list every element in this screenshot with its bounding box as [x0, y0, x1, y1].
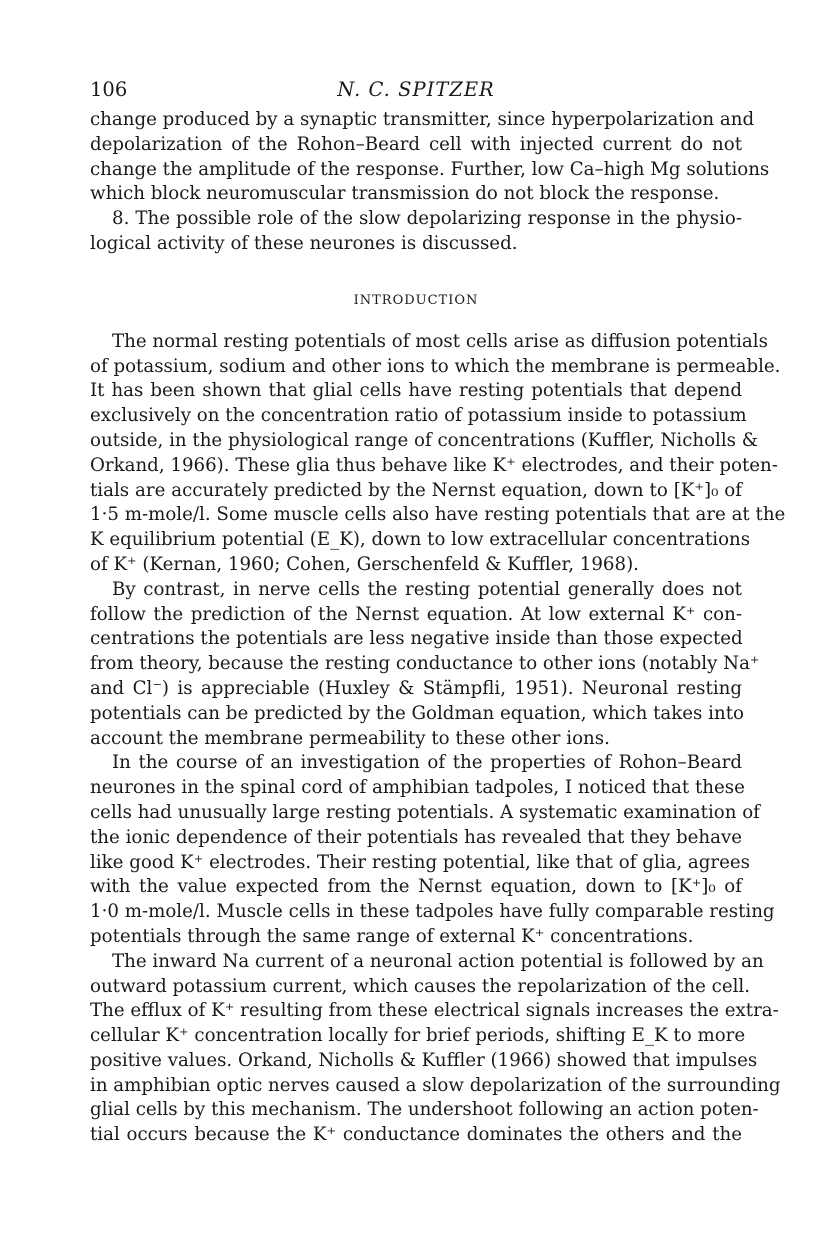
text-line: account the membrane permeability to these other ions. — [90, 727, 610, 749]
text-line: positive values. Orkand, Nicholls & Kuffler (1966) showed that impulses — [90, 1049, 758, 1071]
text-line: change produced by a synaptic transmitter, since hyperpolarization and — [90, 109, 755, 130]
text-line: 1·5 m-mole/l. Some muscle cells also have resting potentials that are at the — [90, 504, 786, 526]
text-line: with the value expected from the Nernst equation, down to [K⁺]₀ of — [90, 876, 742, 898]
section-heading-introduction: INTRODUCTION — [353, 292, 479, 308]
intro-paragraph-4 — [90, 950, 781, 1148]
text-line: The normal resting potentials of most cells arise as diffusion potentials — [112, 330, 768, 352]
summary-continuation — [90, 108, 770, 207]
text-line: outside, in the physiological range of concentrations (Kuffler, Nicholls & — [90, 429, 758, 451]
text-line: potentials through the same range of external K⁺ concentrations. — [90, 925, 694, 947]
text-line: follow the prediction of the Nernst equation. At low external K⁺ con- — [90, 603, 742, 625]
text-line: The inward Na current of a neuronal action potential is followed by an — [112, 950, 764, 972]
text-line: depolarization of the Rohon–Beard cell with injected current do not — [90, 133, 742, 155]
intro-paragraph-3 — [90, 751, 775, 949]
text-line: logical activity of these neurones is discussed. — [90, 232, 518, 254]
text-line: of K⁺ (Kernan, 1960; Cohen, Gerschenfeld & Kuffler, 1968). — [90, 553, 639, 575]
text-line: In the course of an investigation of the properties of Rohon–Beard — [112, 752, 742, 774]
text-line: tials are accurately predicted by the Nernst equation, down to [K⁺]₀ of — [90, 479, 742, 501]
text-line: the ionic dependence of their potentials has revealed that they behave — [90, 826, 742, 848]
text-line: 1·0 m-mole/l. Muscle cells in these tadpoles have fully comparable resting — [90, 901, 775, 923]
running-head-author: N. C. SPITZER — [337, 78, 495, 101]
text-line: in amphibian optic nerves caused a slow depolarization of the surrounding — [90, 1074, 781, 1096]
intro-paragraph-1 — [90, 330, 786, 578]
text-line: and Cl⁻) is appreciable (Huxley & Stämpfli, 1951). Neuronal resting — [90, 677, 742, 699]
text-line: glial cells by this mechanism. The undershoot following an action poten- — [90, 1099, 759, 1121]
intro-paragraph-2 — [90, 578, 760, 752]
text-line: exclusively on the concentration ratio of potassium inside to potassium — [90, 405, 747, 427]
summary-item-8 — [90, 207, 742, 257]
text-line: potentials can be predicted by the Goldman equation, which takes into — [90, 702, 744, 724]
text-line: The efflux of K⁺ resulting from these electrical signals increases the extra- — [90, 1000, 779, 1022]
text-line: which block neuromuscular transmission do not block the response. — [90, 183, 720, 205]
text-line: By contrast, in nerve cells the resting potential generally does not — [112, 578, 742, 600]
text-line: of potassium, sodium and other ions to which the membrane is permeable. — [90, 355, 781, 377]
text-line: outward potassium current, which causes the repolarization of the cell. — [90, 975, 751, 997]
journal-page — [90, 78, 786, 1148]
text-line: cellular K⁺ concentration locally for brief periods, shifting E_K to more — [90, 1025, 746, 1047]
text-line: Orkand, 1966). These glia thus behave like K⁺ electrodes, and their poten- — [90, 454, 778, 476]
text-line: tial occurs because the K⁺ conductance dominates the others and the — [90, 1124, 742, 1146]
text-line: like good K⁺ electrodes. Their resting potential, like that of glia, agrees — [90, 851, 750, 873]
text-line: It has been shown that glial cells have resting potentials that depend — [90, 380, 742, 402]
text-line: from theory, because the resting conductance to other ions (notably Na⁺ — [90, 653, 760, 675]
text-line: change the amplitude of the response. Further, low Ca–high Mg solutions — [90, 158, 770, 180]
text-line: 8. The possible role of the slow depolarizing response in the physio- — [112, 208, 742, 230]
running-header — [90, 78, 742, 108]
text-line: cells had unusually large resting potentials. A systematic examination of — [90, 801, 760, 823]
page-number: 106 — [90, 78, 128, 101]
text-line: neurones in the spinal cord of amphibian tadpoles, I noticed that these — [90, 777, 745, 799]
text-line: centrations the potentials are less negative inside than those expected — [90, 628, 743, 650]
text-line: K equilibrium potential (E_K), down to low extracellular concentrations — [90, 529, 751, 551]
